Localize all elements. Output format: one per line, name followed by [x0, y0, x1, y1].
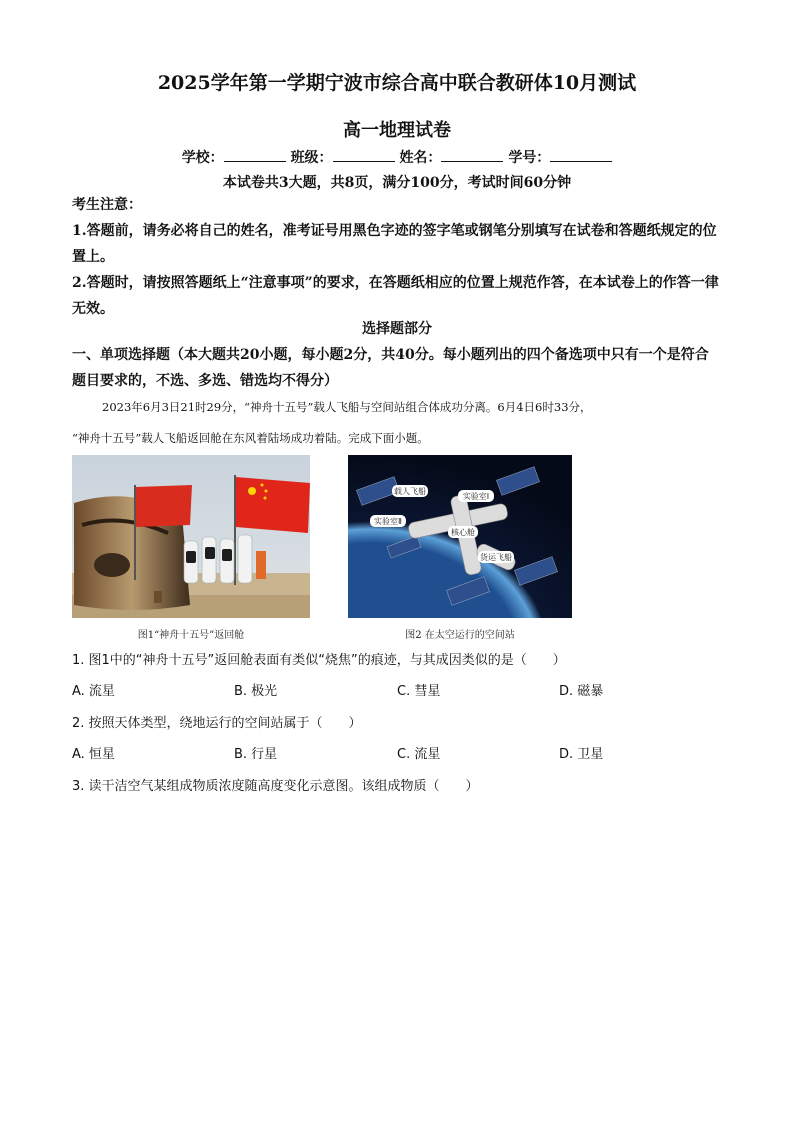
class-blank[interactable]: [333, 149, 395, 162]
q2-option-b[interactable]: B. 行星: [234, 747, 278, 762]
question-2-stem: 2. 按照天体类型，绕地运行的空间站属于（ ）: [72, 716, 362, 731]
q2-option-d[interactable]: D. 卫星: [559, 747, 604, 762]
q1-option-a[interactable]: A. 流星: [72, 684, 115, 699]
notice-item-1: 1.答题前，请务必将自己的姓名，准考证号用黑色字迹的签字笔或钢笔分别填写在试卷和答题纸规定的位置上。: [72, 223, 717, 265]
label-crew-ship: 载人飞船: [394, 487, 426, 496]
name-label: 姓名：: [399, 150, 442, 166]
part1-instructions: 一、单项选择题（本大题共20小题，每小题2分，共40分。每小题列出的四个备选项中只有一个是符合题目要求的，不选、多选、错选均不得分）: [72, 347, 709, 389]
exam-info: 本试卷共3大题，共8页，满分100分，考试时间60分钟: [222, 175, 572, 191]
q1-option-d[interactable]: D. 磁暴: [559, 684, 604, 699]
figure-2-caption: 图2 在太空运行的空间站: [405, 630, 515, 641]
q1-option-c[interactable]: C. 彗星: [397, 684, 441, 699]
number-label: 学号：: [508, 150, 551, 166]
passage-line-1: 2023年6月3日21时29分，“神舟十五号”载人飞船与空间站组合体成功分离。6月4日6时33分，: [102, 400, 592, 414]
question-1-stem: 1. 图1中的“神舟十五号”返回舱表面有类似“烧焦”的痕迹，与其成因类似的是（ ）: [72, 653, 566, 668]
exam-subtitle: 高一地理试卷: [343, 120, 451, 141]
label-lab-1: 实验室Ⅰ: [462, 492, 490, 501]
figure-1-image: [72, 455, 310, 618]
number-blank[interactable]: [550, 149, 612, 162]
notice-item-2: 2.答题时，请按照答题纸上“注意事项”的要求，在答题纸相应的位置上规范作答，在本试卷上的作答一律无效。: [72, 275, 719, 317]
q2-option-c[interactable]: C. 流星: [397, 747, 441, 762]
return-capsule-illustration: [72, 455, 310, 618]
q1-option-b[interactable]: B. 极光: [234, 684, 278, 699]
figure-1-caption: 图1“神舟十五号”返回舱: [137, 630, 245, 641]
space-station-illustration: [348, 455, 572, 618]
label-cargo-ship: 货运飞船: [480, 553, 512, 562]
exam-title: 2025学年第一学期宁波市综合高中联合教研体10月测试: [157, 72, 637, 94]
student-info-fields: [0, 147, 794, 167]
label-lab-2: 实验室Ⅱ: [374, 517, 402, 526]
question-3-stem: 3. 读干洁空气某组成物质浓度随高度变化示意图。该组成物质（ ）: [72, 779, 479, 794]
name-blank[interactable]: [441, 149, 503, 162]
passage-line-2: “神舟十五号”载人飞船返回舱在东风着陆场成功着陆。完成下面小题。: [72, 431, 429, 445]
section-heading: 选择题部分: [362, 321, 432, 337]
class-label: 班级：: [290, 150, 333, 166]
figure-2-image: [348, 455, 572, 618]
school-label: 学校：: [181, 150, 224, 166]
notice-heading: 考生注意：: [72, 197, 142, 213]
school-blank[interactable]: [224, 149, 286, 162]
q2-option-a[interactable]: A. 恒星: [72, 747, 115, 762]
label-core-module: 核心舱: [451, 528, 475, 537]
